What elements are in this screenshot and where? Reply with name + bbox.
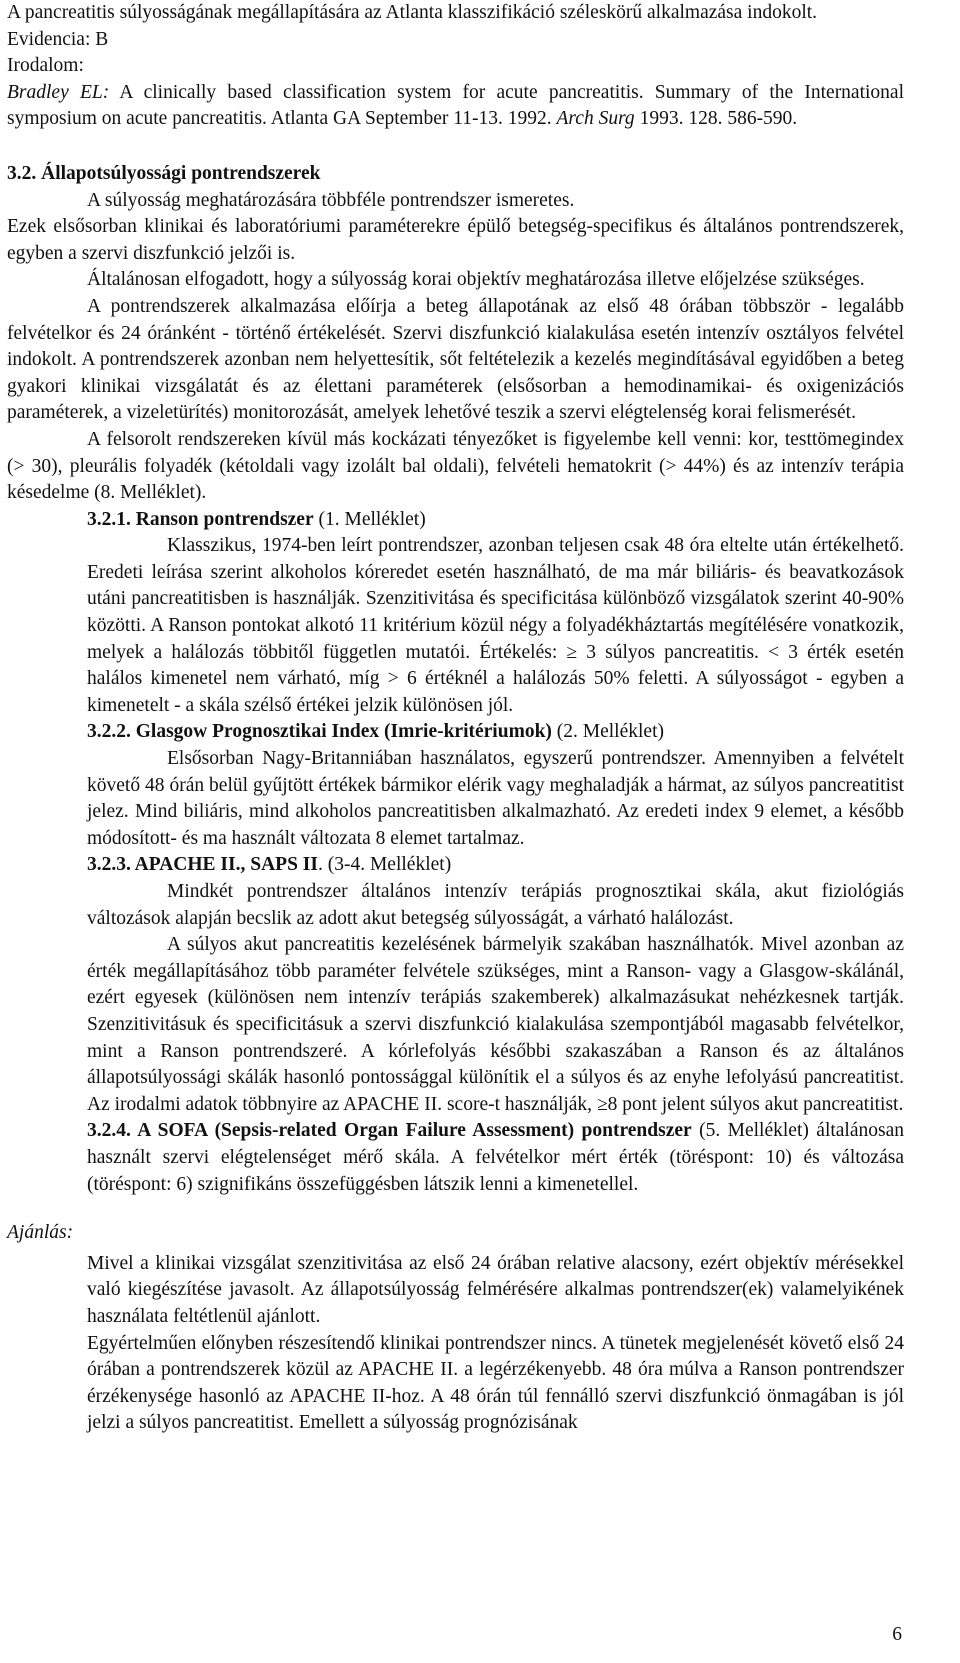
section-paragraph-2: Általánosan elfogadott, hogy a súlyosság korai objektív meghatározása illetve előjelzése szükséges. [87, 269, 865, 291]
ranson-heading: 3.2.1. Ranson pontrendszer (1. Melléklet) [87, 508, 426, 530]
section-paragraph-4: A felsorolt rendszereken kívül más kockázati tényezőket is figyelembe kell venni: kor, testtömegindex (> 30), pleurális folyadék (kétoldali vagy izolált bal oldali), felvételi hematokrit (> 44%) és az intenzív terápia késedelme (8. Melléklet). [7, 428, 904, 504]
sofa-heading: 3.2.4. A SOFA (Sepsis-related Organ Failure Assessment) pontrendszer [87, 1120, 692, 1142]
section-paragraph-3: A pontrendszerek alkalmazása előírja a beteg állapotának az első 48 órában többször - legalább felvételkor és 24 óránként - történő értékelését. Szervi diszfunkció kialakulása esetén intenzív osztályos felvétel indokolt. A pontrendszerek azonban nem helyettesítik, sőt feltételezik a kezelés megindításával egyidőben a beteg gyakori klinikai vizsgálatát és az élettani paraméterek (elsősorban a hemodinamikai- és oxigenizációs paraméterek, a vizeletürítés) monitorozását, amelyek lehetővé teszik a szervi elégtelenség korai felismerését. [7, 295, 904, 424]
recommendation-paragraph-1: Mivel a klinikai vizsgálat szenzitivitása az első 24 órában relative alacsony, ezért objektív mérésekkel való kiegészítése javasolt. Az állapotsúlyosság felmérésére alkalmas pontrendszer(ek) valamelyikének használata feltétlenül ajánlott. [87, 1252, 904, 1327]
section-p1-start: A súlyosság meghatározására többféle pontrendszer ismeretes. [87, 189, 575, 211]
page-number: 6 [892, 1624, 902, 1645]
reference [7, 80, 904, 133]
ranson-paragraph: Klasszikus, 1974-ben leírt pontrendszer, azonban teljesen csak 48 óra eltelte után értékelhető. Eredeti leírása szerint alkoholos kóreredet esetén használható, de ma már biliáris- és beavatkozások utáni pancreatitisben is használják. Szenzitivitása és specificitása különböző vizsgálatok szerint 40-90% közötti. A Ranson pontokat alkotó 11 kritérium közül négy a folyadékháztartás megítélésére vonatkozik, melyek a halálozás többitől független mutatói. Értékelés: ≥ 3 súlyos pancreatitis. < 3 érték esetén halálos kimenetel nem várható, míg > 6 értéknél a halálozás 50% feletti. A súlyosságot - egyben a kimenetelt - a skála szélső értékei jelzik különösen jól. [87, 535, 904, 716]
ref-text: A clinically based classification system for acute pancreatitis. Summary of the International symposium on acute pancreatitis. Atlanta GA September 11-13. 1992. [7, 81, 904, 130]
apache-heading: 3.2.3. APACHE II., SAPS II. (3-4. Melléklet) [87, 854, 452, 876]
recommendation-label: Ajánlás: [7, 1222, 74, 1244]
apache-paragraph-2: A súlyos akut pancreatitis kezelésének bármelyik szakában használhatók. Mivel azonban az érték megállapításához több paraméter felvétele szükséges, mint a Ranson- vagy a Glasgow-skálánál, ezért egyesek (különösen nem intenzív terápiás szakemberek) alkalmazásukat nehézkesnek tartják. Szenzitivitásuk és specificitásuk a szervi diszfunkció kialakulása szempontjából magasabb felvételkor, mint a Ranson pontrendszeré. A kórlefolyás későbbi szakaszában a Ranson és az általános állapotsúlyossági skálák hasonló pontossággal különítik el a súlyos és az enyhe lefolyású pancreatitist. Az irodalmi adatok többnyire az APACHE II. score-t használják, ≥8 pont jelent súlyos akut pancreatitist. [87, 934, 904, 1115]
glasgow-paragraph: Elsősorban Nagy-Britanniában használatos, egyszerű pontrendszer. Amennyiben a felvételt követő 48 órán belül gyűjtött értékek bármikor elérik vagy meghaladják a hármat, az súlyos pancreatitist jelez. Mind biliáris, mind alkoholos pancreatitisben alkalmazható. Az eredeti index 9 elemet, a később módosított- és ma használt változata 8 elemet tartalmaz. [87, 748, 904, 849]
geq-symbol: ≥ [596, 1093, 608, 1115]
literature-label: Irodalom: [7, 55, 84, 77]
section-paragraph-1 [7, 188, 904, 268]
intro-paragraph: A pancreatitis súlyosságának megállapítására az Atlanta klasszifikáció széleskörű alkalmazása indokolt. [7, 2, 818, 23]
section-heading: 3.2. Állapotsúlyossági pontrendszerek [7, 162, 321, 184]
ref-author: Bradley EL: [7, 81, 110, 103]
evidence-line: Evidencia: B [7, 28, 109, 50]
ref-journal: Arch Surg [556, 108, 635, 130]
document-page [7, 0, 904, 1437]
apache-paragraph-1: Mindkét pontrendszer általános intenzív terápiás prognosztikai skála, akut fiziológiás változások alapján becslik az adott akut betegség súlyosságát, a várható halálozást. [87, 881, 904, 929]
ref-tail: 1993. 128. 586-590. [634, 108, 798, 130]
recommendation-body [87, 1251, 904, 1437]
recommendation-paragraph-2: Egyértelműen előnyben részesítendő klinikai pontrendszer nincs. A tünetek megjelenését követő első 24 órában a pontrendszerek közül az APACHE II. a legérzékenyebb. 48 óra múlva a Ranson pontrendszer érzékenysége hasonló az APACHE II-hoz. A 48 órán túl fennálló szervi diszfunkció önmagában is jól jelzi a súlyos pancreatitist. Emellett a súlyosság prognózisának [87, 1332, 904, 1434]
geq-symbol: ≥ [566, 641, 578, 663]
sofa-paragraph: 3.2.4. A SOFA (Sepsis-related Organ Failure Assessment) pontrendszer (5. Melléklet) általánosan használt szervi elégtelenséget mérő skála. A felvételkor mért érték (töréspont: 10) és változása (töréspont: 6) szignifikáns összefüggésben látszik lenni a kimenetellel. [87, 1120, 904, 1195]
glasgow-heading: 3.2.2. Glasgow Prognosztikai Index (Imrie-kritériumok) (2. Melléklet) [87, 721, 664, 743]
section-p1-rest: Ezek elsősorban klinikai és laboratóriumi paraméterekre épülő betegség-specifikus és általános pontrendszerek, egyben a szervi diszfunkció jelzői is. [7, 216, 904, 264]
